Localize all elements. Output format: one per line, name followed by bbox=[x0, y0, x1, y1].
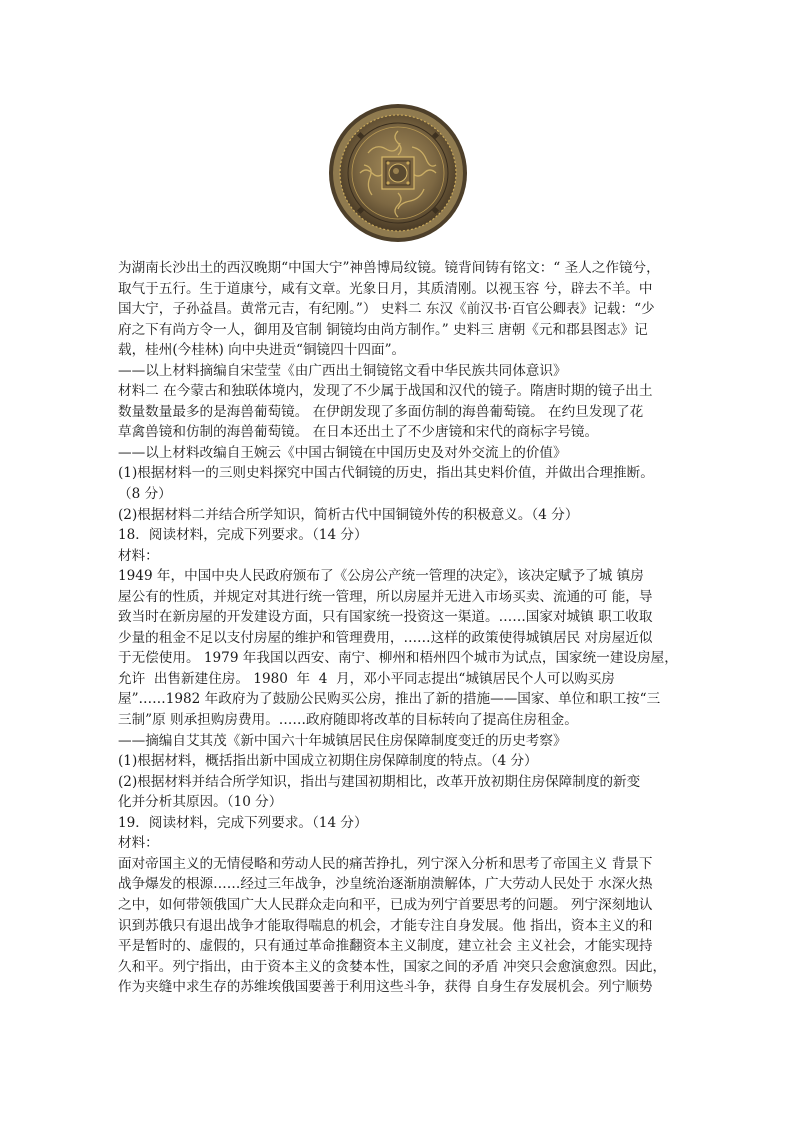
text-line: 三制”原 则承担购房费用。……政府随即将改革的目标转向了提高住房租金。 bbox=[118, 712, 578, 729]
document-text bbox=[118, 258, 678, 998]
question-heading: 19．阅读材料，完成下列要求。（14 分） bbox=[118, 814, 368, 831]
material-label: 材料： bbox=[118, 547, 159, 564]
text-line: 载，桂州(今桂林) 向中央进贡“铜镜四十四面”。 bbox=[118, 342, 406, 359]
text-line: 于无偿使用。 1979 年我国以西安、南宁、柳州和梧州四个城市为试点，国家统一建设房屋， bbox=[118, 650, 678, 667]
text-line: 府之下有尚方令一人，御用及官制 铜镜均由尚方制作。” 史料三 唐朝《元和郡县图志》记 bbox=[118, 321, 648, 338]
text-line: 之中，如何带领俄国广大人民群众走向和平，已成为列宁首要思考的问题。 列宁深刻地认 bbox=[118, 896, 653, 913]
bronze-mirror-icon bbox=[328, 103, 468, 243]
source-citation: ——摘编自艾其茂《新中国六十年城镇居民住房保障制度变迁的历史考察》 bbox=[118, 732, 567, 749]
question-line: 化并分析其原因。（10 分） bbox=[118, 794, 283, 811]
question-heading: 18．阅读材料，完成下列要求。（14 分） bbox=[118, 527, 368, 544]
text-line: 材料二 在今蒙古和独联体境内，发现了不少属于战国和汉代的镜子。隋唐时期的镜子出土 bbox=[118, 383, 653, 400]
text-line: 少量的租金不足以支付房屋的维护和管理费用，……这样的政策使得城镇居民 对房屋近似 bbox=[118, 629, 653, 646]
text-line: 取气于五行。生于道康兮，咸有文章。光象日月，其质清刚。以视玉容 兮，辟去不羊。中 bbox=[118, 280, 653, 297]
bronze-mirror-image bbox=[328, 103, 468, 243]
text-line: 屋公有的性质，并规定对其进行统一管理，所以房屋并无进入市场买卖、流通的可 能，导 bbox=[118, 588, 653, 605]
question-line: (1)根据材料一的三则史料探究中国古代铜镜的历史，指出其史料价值，并做出合理推断。 bbox=[118, 465, 654, 482]
text-line: 允许 出售新建住房。 1980 年 4 月，邓小平同志提出“城镇居民个人可以购买房 bbox=[118, 670, 615, 687]
text-line: 面对帝国主义的无情侵略和劳动人民的痛苦挣扎，列宁深入分析和思考了帝国主义 背景下 bbox=[118, 855, 653, 872]
text-line: 国大宁，子孙益昌。黄常元吉，有纪刚。”） 史料二 东汉《前汉书·百官公卿表》记载：“少 bbox=[118, 301, 655, 318]
question-line: (1)根据材料，概括指出新中国成立初期住房保障制度的特点。（4 分） bbox=[118, 753, 538, 770]
source-citation: ——以上材料改编自王婉云《中国古铜镜在中国历史及对外交流上的价值》 bbox=[118, 444, 567, 461]
text-line: 久和平。列宁指出，由于资本主义的贪婪本性，国家之间的矛盾 冲突只会愈演愈烈。因此， bbox=[118, 958, 667, 975]
material-label: 材料： bbox=[118, 835, 159, 852]
text-line: 为湖南长沙出土的西汉晚期“中国大宁”神兽博局纹镜。镜背间铸有铭文：“ 圣人之作镜兮， bbox=[118, 260, 660, 276]
question-line: (2)根据材料二并结合所学知识，简析古代中国铜镜外传的积极意义。（4 分） bbox=[118, 506, 579, 523]
text-line: 战争爆发的根源……经过三年战争，沙皇统治逐渐崩溃解体，广大劳动人民处于 水深火热 bbox=[118, 876, 653, 893]
question-line: (2)根据材料并结合所学知识，指出与建国初期相比，改革开放初期住房保障制度的新变 bbox=[118, 773, 641, 790]
text-line: 识到苏俄只有退出战争才能取得喘息的机会，才能专注自身发展。他 指出，资本主义的和 bbox=[118, 917, 653, 934]
text-line: 草禽兽镜和仿制的海兽葡萄镜。 在日本还出土了不少唐镜和宋代的商标字号镜。 bbox=[118, 424, 599, 441]
text-line: 作为夹缝中求生存的苏维埃俄国要善于利用这些斗争，获得 自身生存发展机会。列宁顺势 bbox=[118, 979, 653, 996]
text-line: 致当时在新房屋的开发建设方面，只有国家统一投资这一渠道。……国家对城镇 职工收取 bbox=[118, 609, 653, 626]
text-line: 数量数量最多的是海兽葡萄镜。 在伊朗发现了多面仿制的海兽葡萄镜。 在约旦发现了花 bbox=[118, 403, 644, 420]
source-citation: ——以上材料摘编自宋莹莹《由广西出土铜镜铭文看中华民族共同体意识》 bbox=[118, 362, 567, 379]
question-line: （8 分） bbox=[118, 486, 172, 503]
text-line: 平是暂时的、虚假的，只有通过革命推翻资本主义制度，建立社会 主义社会，才能实现持 bbox=[118, 938, 653, 955]
text-line: 屋”……1982 年政府为了鼓励公民购买公房，推出了新的措施——国家、单位和职工按“三 bbox=[118, 691, 661, 708]
text-line: 1949 年，中国中央人民政府颁布了《公房公产统一管理的决定》，该决定赋予了城 镇房 bbox=[118, 568, 644, 585]
